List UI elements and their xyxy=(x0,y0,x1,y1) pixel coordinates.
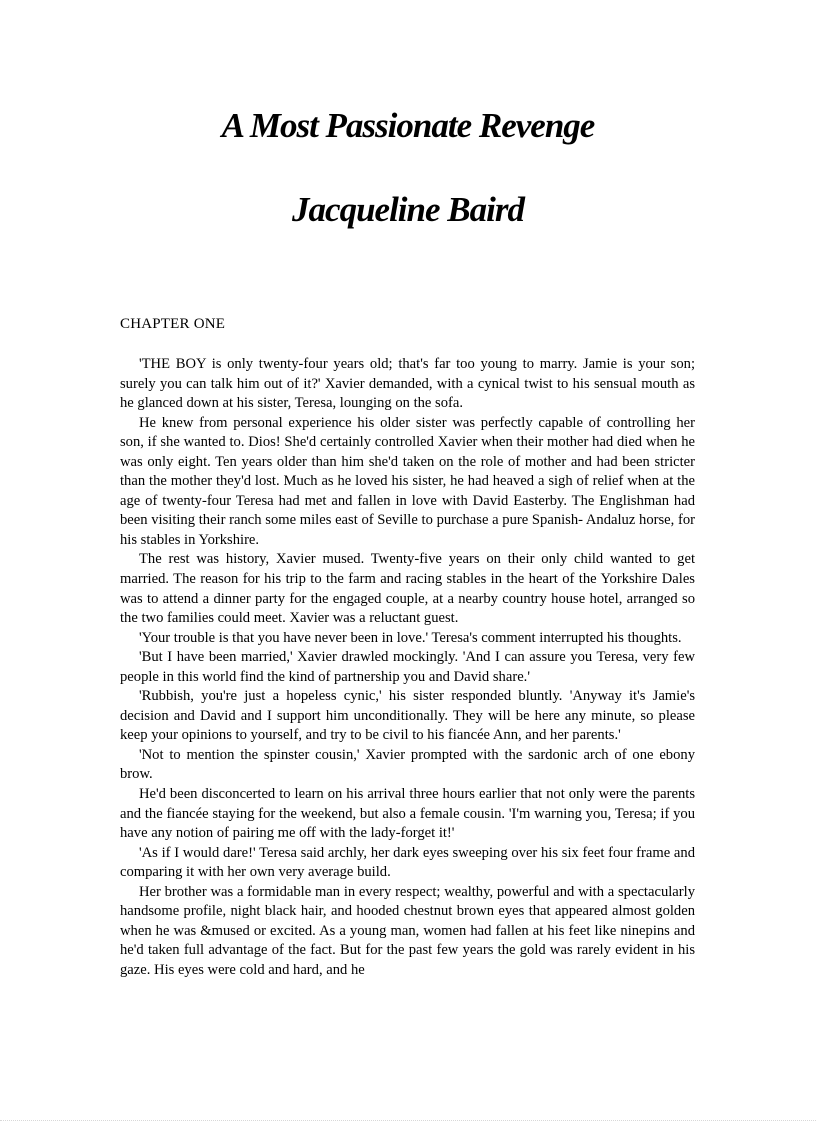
chapter-body xyxy=(120,355,695,981)
paragraph: He'd been disconcerted to learn on his arrival three hours earlier that not only were the parents and the fiancée staying for the weekend, but also a female cousin. 'I'm warning you, Teresa; if you have any notion of pairing me off with the lady-forget it!' xyxy=(120,786,695,842)
paragraph: 'But I have been married,' Xavier drawled mockingly. 'And I can assure you Teresa, very few people in this world find the kind of partnership you and David share.' xyxy=(120,649,695,685)
paragraph: 'Not to mention the spinster cousin,' Xavier prompted with the sardonic arch of one ebony brow. xyxy=(120,746,695,783)
page-bottom-edge xyxy=(0,1120,816,1122)
paragraph: 'Rubbish, you're just a hopeless cynic,' his sister responded bluntly. 'Anyway it's Jamie's decision and David and I support him unconditionally. They will be here any minute, so please keep your opinions to yourself, and try to be civil to his fiancée Ann, and her parents.' xyxy=(120,688,695,744)
paragraph: 'Your trouble is that you have never been in love.' Teresa's comment interrupted his thoughts. xyxy=(139,629,682,646)
paragraph: He knew from personal experience his older sister was perfectly capable of controlling her son, if she wanted to. Dios! She'd certainly controlled Xavier when their mother had died when he was only eight. Ten years older than him she'd taken on the role of mother and had been stricter than the mother they'd lost. Much as he loved his sister, he had heaved a sigh of relief when at the age of twenty-four Teresa had met and fallen in love with David Easterby. The Englishman had been visiting their ranch some miles east of Seville to purchase a pure Spanish- Andaluz horse, for his stables in Yorkshire. xyxy=(120,414,695,548)
chapter-heading: CHAPTER ONE xyxy=(120,316,226,332)
paragraph: 'THE BOY is only twenty-four years old; that's far too young to marry. Jamie is your son; surely you can talk him out of it?' Xavier demanded, with a cynical twist to his sensual mouth as he glanced down at his sister, Teresa, lounging on the sofa. xyxy=(120,356,695,412)
author-name: Jacqueline Baird xyxy=(292,190,524,229)
paragraph: Her brother was a formidable man in every respect; wealthy, powerful and with a spectacularly handsome profile, night black hair, and hooded chestnut brown eyes that appeared almost golden when he was &mused or excited. As a young man, women had fallen at his feet like ninepins and he'd taken full advantage of the fact. But for the past few years the gold was rarely evident in his gaze. His eyes were cold and hard, and he xyxy=(120,883,695,978)
paragraph: The rest was history, Xavier mused. Twenty-five years on their only child wanted to get married. The reason for his trip to the farm and racing stables in the heart of the Yorkshire Dales was to attend a dinner party for the engaged couple, at a nearby country house hotel, arranged so the two families could meet. Xavier was a reluctant guest. xyxy=(120,551,695,627)
book-title: A Most Passionate Revenge xyxy=(221,106,595,145)
paragraph: 'As if I would dare!' Teresa said archly, her dark eyes sweeping over his six feet four frame and comparing it with her own very average build. xyxy=(120,844,695,881)
